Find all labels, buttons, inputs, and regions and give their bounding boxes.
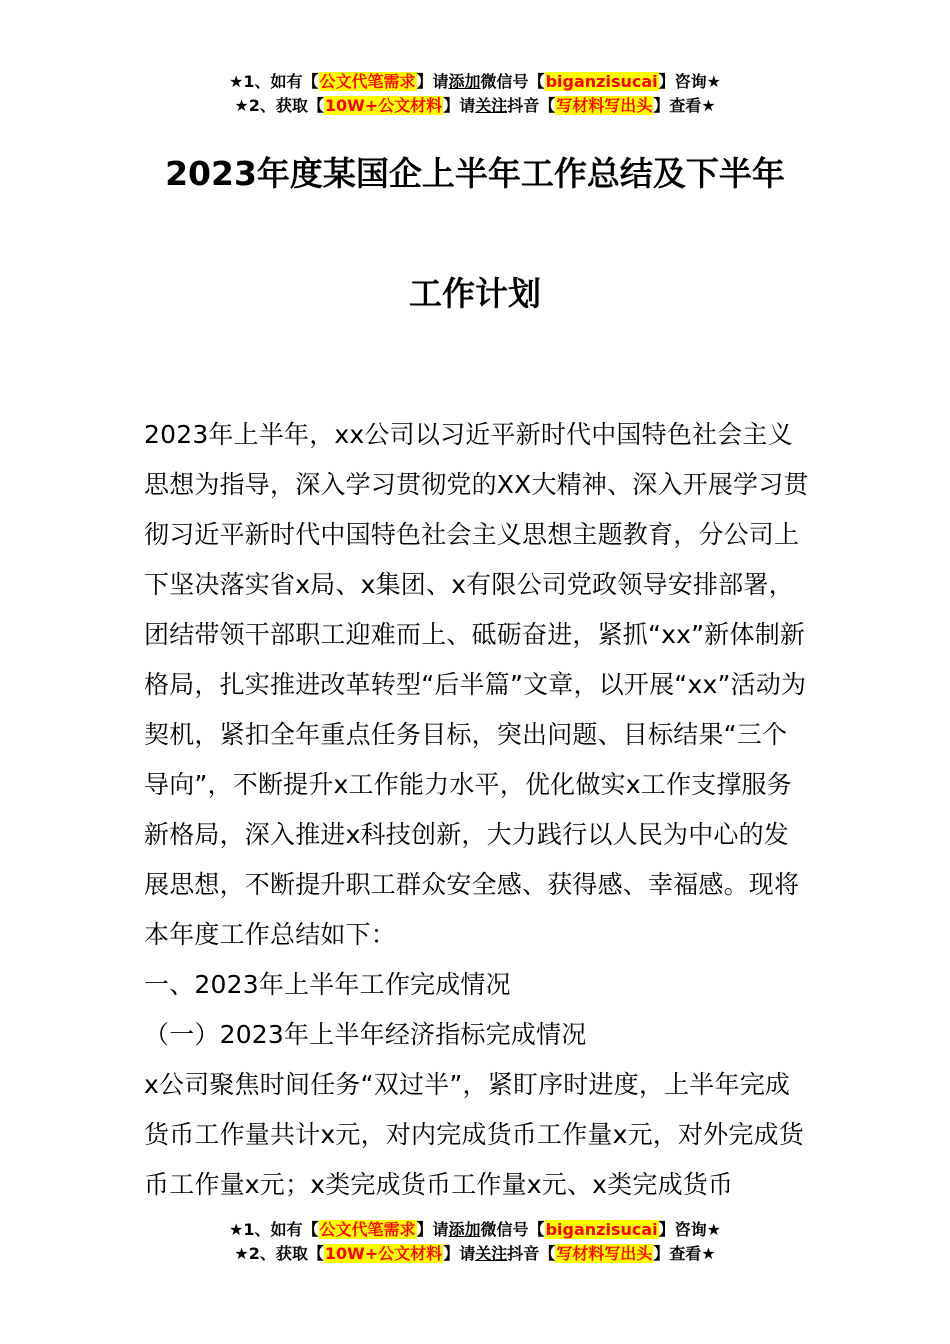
banner-underline: 添加 [448, 1220, 481, 1239]
banner-highlight: biganzisucai [545, 72, 658, 91]
footer-banner [0, 1218, 950, 1266]
document-title-line-1: 2023年度某国企上半年工作总结及下半年 [165, 154, 785, 193]
header-banner [0, 70, 950, 118]
banner-text: 抖音【 [507, 96, 556, 115]
banner-underline: 添加 [448, 72, 481, 91]
banner-text: ★1、如有【 [229, 1220, 319, 1239]
banner-text: 】请 [443, 1244, 476, 1263]
banner-highlight: 10W+公文材料 [324, 1244, 443, 1263]
banner-highlight: 公文代笔需求 [319, 1220, 416, 1239]
banner-text: 】咨询★ [658, 72, 721, 91]
body-paragraph-economic: x公司聚焦时间任务“双过半”，紧盯序时进度，上半年完成货币工作量共计x元，对内完成货币工作量x元，对外完成货币工作量x元；x类完成货币工作量x元、x类完成货币 [144, 1070, 804, 1199]
document-body [144, 410, 810, 1210]
banner-text: 】请 [443, 96, 476, 115]
banner-text: ★1、如有【 [229, 72, 319, 91]
banner-line-1 [0, 70, 950, 94]
document-title-line-2: 工作计划 [409, 274, 541, 313]
banner-highlight: 写材料写出头 [556, 96, 653, 115]
banner-text: 微信号【 [480, 72, 545, 91]
banner-text: 】查看★ [653, 1244, 716, 1263]
banner-text: ★2、获取【 [234, 1244, 324, 1263]
banner-line-1 [0, 1218, 950, 1242]
banner-text: 微信号【 [480, 1220, 545, 1239]
body-paragraph-intro: 2023年上半年，xx公司以习近平新时代中国特色社会主义思想为指导，深入学习贯彻党的XX大精神、深入开展学习贯彻习近平新时代中国特色社会主义思想主题教育，分公司上下坚决落实省x局、x集团、x有限公司党政领导安排部署，团结带领干部职工迎难而上、砥砺奋进，紧抓“xx”新体制新格局，扎实推进改革转型“后半篇”文章，以开展“xx”活动为契机，紧扣全年重点任务目标，突出问题、目标结果“三个导向”，不断提升x工作能力水平，优化做实x工作支撑服务新格局，深入推进x科技创新，大力践行以人民为中心的发展思想，不断提升职工群众安全感、获得感、幸福感。现将本年度工作总结如下： [144, 420, 809, 949]
banner-highlight: 写材料写出头 [556, 1244, 653, 1263]
banner-line-2 [0, 1242, 950, 1266]
banner-text: 】查看★ [653, 96, 716, 115]
banner-line-2 [0, 94, 950, 118]
banner-text: 】请 [416, 1220, 449, 1239]
section-heading-1: 一、2023年上半年工作完成情况 [144, 970, 511, 999]
banner-text: 抖音【 [507, 1244, 556, 1263]
section-heading-1-1: （一）2023年上半年经济指标完成情况 [144, 1020, 587, 1049]
banner-highlight: 10W+公文材料 [324, 96, 443, 115]
banner-text: 】请 [416, 72, 449, 91]
banner-underline: 关注 [475, 96, 508, 115]
banner-highlight: 公文代笔需求 [319, 72, 416, 91]
banner-text: ★2、获取【 [234, 96, 324, 115]
banner-text: 】咨询★ [658, 1220, 721, 1239]
banner-underline: 关注 [475, 1244, 508, 1263]
banner-highlight: biganzisucai [545, 1220, 658, 1239]
